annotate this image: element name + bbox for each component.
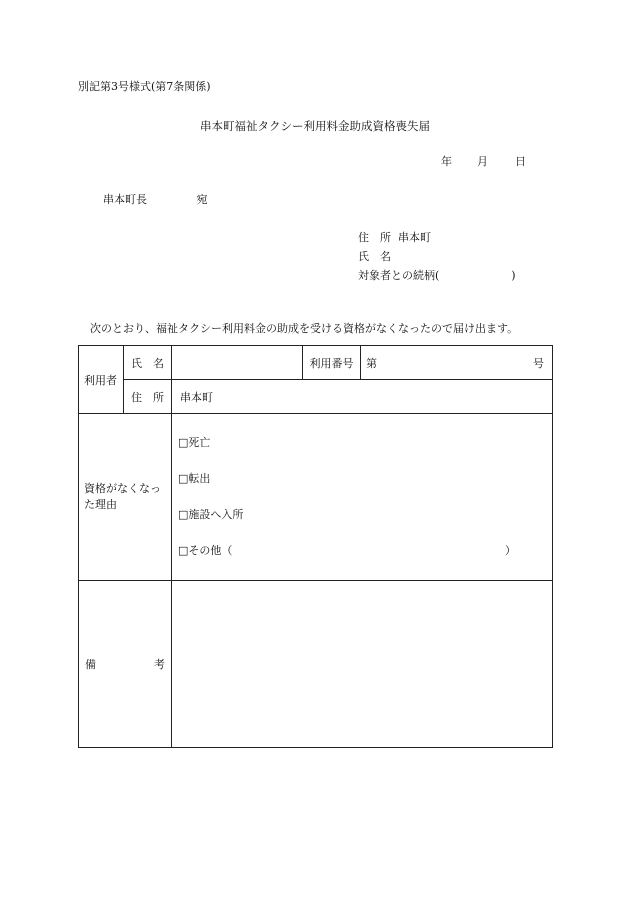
user-address-label: 住 所: [124, 380, 172, 414]
reason-option-death[interactable]: □死亡: [178, 436, 211, 449]
applicant-name-label: 氏 名: [358, 250, 391, 263]
date-year-label: 年: [441, 155, 452, 168]
date-month-label: 月: [477, 155, 488, 168]
recipient-suffix: 宛: [196, 193, 208, 206]
remarks-label-left: 備: [85, 658, 96, 671]
applicant-relation-label: 対象者との続柄(: [358, 269, 440, 282]
remarks-label-right: 考: [154, 658, 165, 671]
user-number-suffix: 号: [533, 356, 544, 370]
reason-option-other[interactable]: [178, 533, 516, 569]
date-line: [441, 155, 526, 169]
user-name-label: 氏 名: [124, 346, 172, 380]
user-number-prefix: 第: [366, 356, 377, 370]
user-name-row: [79, 346, 553, 380]
applicant-address-value[interactable]: 串本町: [398, 231, 431, 244]
intro-text: 次のとおり、福祉タクシー利用料金の助成を受ける資格がなくなったので届け出ます。: [90, 322, 519, 335]
reason-option-facility[interactable]: □施設へ入所: [178, 508, 244, 521]
recipient-name: 串本町長: [103, 193, 147, 206]
applicant-relation-close: ): [511, 269, 516, 282]
user-name-field[interactable]: [172, 346, 303, 380]
remarks-row: [79, 581, 553, 748]
user-header: 利用者: [79, 346, 124, 414]
applicant-address-row: [358, 231, 516, 250]
reason-option-moved-out[interactable]: □転出: [178, 472, 211, 485]
form-number: 別記第3号様式(第7条関係): [78, 80, 211, 93]
applicant-name-row: [358, 250, 516, 269]
applicant-address-label: 住 所: [358, 231, 391, 244]
reason-other-close: ）: [505, 544, 516, 557]
recipient-line: [103, 193, 208, 207]
applicant-block: [358, 231, 516, 288]
user-number-label: 利用番号: [303, 346, 361, 380]
reason-row: [79, 414, 553, 581]
form-table: [78, 345, 553, 748]
reason-header: 資格がなくなった理由: [79, 414, 172, 581]
reason-cell: [172, 414, 553, 581]
remarks-header: [79, 581, 172, 748]
user-address-row: [79, 380, 553, 414]
applicant-relation-row: [358, 269, 516, 288]
remarks-field[interactable]: [172, 581, 553, 748]
user-address-field[interactable]: 串本町: [172, 380, 553, 414]
reason-other-label: □その他（: [178, 544, 233, 557]
document-title: 串本町福祉タクシー利用料金助成資格喪失届: [200, 119, 430, 133]
date-day-label: 日: [515, 155, 526, 168]
user-number-field[interactable]: [361, 346, 553, 380]
